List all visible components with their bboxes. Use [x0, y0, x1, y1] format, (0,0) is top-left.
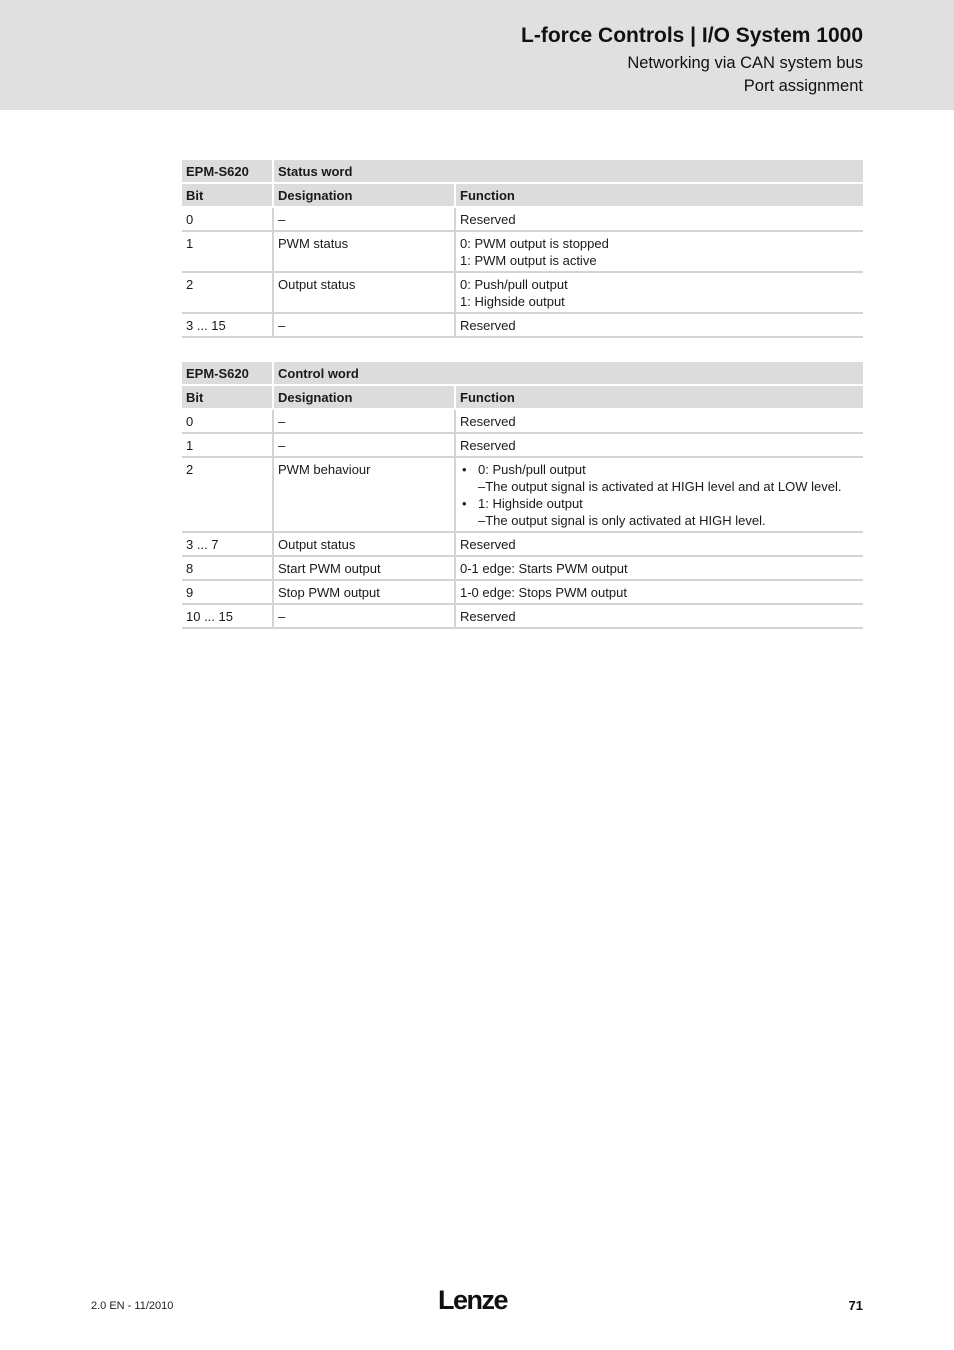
bit-cell: 9 — [182, 580, 273, 604]
bit-cell: 0 — [182, 207, 273, 231]
table-row — [182, 231, 863, 272]
table-row — [182, 207, 863, 231]
function-cell — [455, 313, 863, 337]
column-header-bit: Bit — [182, 183, 273, 207]
document-title: L-force Controls | I/O System 1000 — [521, 24, 863, 47]
bullet-icon: • — [462, 462, 467, 477]
function-cell — [455, 231, 863, 272]
lenze-logo-text: Lenze — [438, 1285, 508, 1315]
table-row — [182, 313, 863, 337]
bullet-note: –The output signal is only activated at HIGH level. — [478, 513, 766, 528]
table-row — [182, 409, 863, 433]
designation-cell: Output status — [273, 532, 455, 556]
section-title: Port assignment — [743, 77, 863, 95]
designation-cell: Output status — [273, 272, 455, 313]
designation-cell: – — [273, 409, 455, 433]
control-word-table-body — [182, 362, 863, 628]
bit-cell: 0 — [182, 409, 273, 433]
table-row — [182, 532, 863, 556]
function-line: 0: Push/pull output — [460, 277, 568, 292]
bullet-label: 0: Push/pull output — [478, 462, 586, 477]
function-line: Reserved — [460, 438, 516, 453]
bit-cell: 1 — [182, 433, 273, 457]
page-number: 71 — [848, 1298, 863, 1313]
function-line: Reserved — [460, 318, 516, 333]
designation-cell: – — [273, 604, 455, 628]
bullet-item — [460, 495, 859, 512]
function-cell — [455, 409, 863, 433]
table-row — [182, 272, 863, 313]
function-cell — [455, 433, 863, 457]
column-header-function: Function — [455, 385, 863, 409]
bullet-label: 1: Highside output — [478, 496, 583, 511]
lenze-logo — [438, 1285, 518, 1315]
page-header — [0, 0, 954, 110]
table-row — [182, 580, 863, 604]
function-line: Reserved — [460, 609, 516, 624]
designation-cell: Stop PWM output — [273, 580, 455, 604]
table-header-row — [182, 183, 863, 207]
function-line: Reserved — [460, 212, 516, 227]
function-line: Reserved — [460, 537, 516, 552]
function-cell — [455, 580, 863, 604]
bit-cell: 10 ... 15 — [182, 604, 273, 628]
function-line: 0: PWM output is stopped — [460, 236, 609, 251]
function-cell — [455, 532, 863, 556]
designation-cell: – — [273, 433, 455, 457]
status-word-table — [182, 160, 863, 338]
column-header-function: Function — [455, 183, 863, 207]
designation-cell: Start PWM output — [273, 556, 455, 580]
bit-cell: 1 — [182, 231, 273, 272]
control-word-table — [182, 362, 863, 629]
table-title-row — [182, 362, 863, 385]
table-row — [182, 433, 863, 457]
bullet-icon: • — [462, 496, 467, 511]
column-header-bit: Bit — [182, 385, 273, 409]
function-cell — [455, 556, 863, 580]
function-cell — [455, 457, 863, 532]
designation-cell: – — [273, 207, 455, 231]
function-line: Reserved — [460, 414, 516, 429]
bullet-item — [460, 461, 859, 478]
module-label: EPM-S620 — [182, 362, 273, 385]
table-row — [182, 457, 863, 532]
function-cell — [455, 272, 863, 313]
status-word-table-body — [182, 160, 863, 337]
table-row — [182, 604, 863, 628]
table-title-row — [182, 160, 863, 183]
bit-cell: 2 — [182, 457, 273, 532]
chapter-title: Networking via CAN system bus — [627, 54, 863, 72]
function-line: 1: PWM output is active — [460, 253, 597, 268]
bit-cell: 3 ... 7 — [182, 532, 273, 556]
bit-cell: 8 — [182, 556, 273, 580]
column-header-designation: Designation — [273, 183, 455, 207]
table-caption: Control word — [273, 362, 863, 385]
function-cell — [455, 207, 863, 231]
designation-cell: – — [273, 313, 455, 337]
bit-cell: 3 ... 15 — [182, 313, 273, 337]
table-caption: Status word — [273, 160, 863, 183]
column-header-designation: Designation — [273, 385, 455, 409]
table-row — [182, 556, 863, 580]
designation-cell: PWM status — [273, 231, 455, 272]
function-line: 1-0 edge: Stops PWM output — [460, 585, 627, 600]
module-label: EPM-S620 — [182, 160, 273, 183]
designation-cell: PWM behaviour — [273, 457, 455, 532]
table-header-row — [182, 385, 863, 409]
function-cell — [455, 604, 863, 628]
version-label: 2.0 EN - 11/2010 — [91, 1300, 174, 1312]
bullet-note: –The output signal is activated at HIGH level and at LOW level. — [478, 479, 842, 494]
bit-cell: 2 — [182, 272, 273, 313]
function-line: 0-1 edge: Starts PWM output — [460, 561, 628, 576]
function-line: 1: Highside output — [460, 294, 565, 309]
